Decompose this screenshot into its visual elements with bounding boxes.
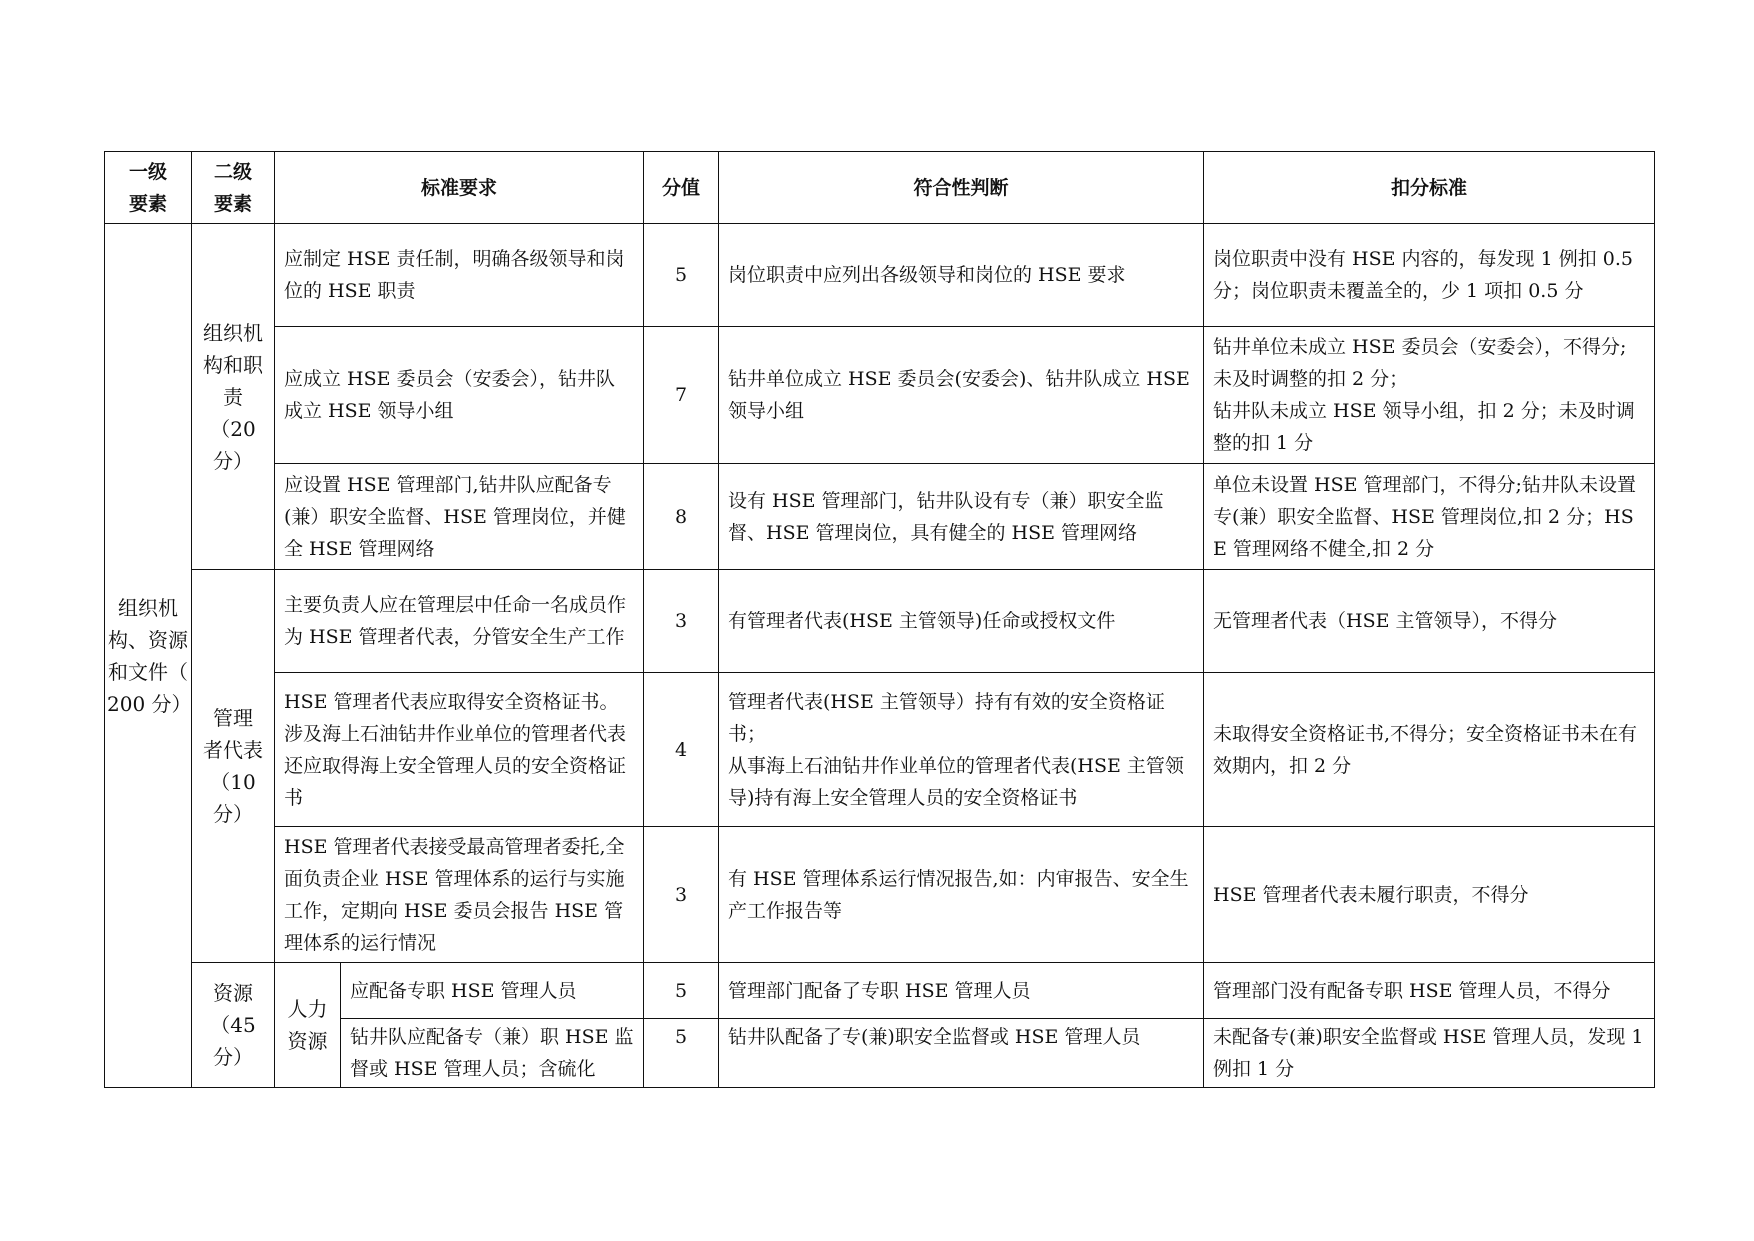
deduction-cell: 未取得安全资格证书,不得分；安全资格证书未在有效期内，扣 2 分 (1204, 673, 1655, 827)
table-row (105, 327, 1655, 464)
requirement-cell: 主要负责人应在管理层中任命一名成员作为 HSE 管理者代表，分管安全生产工作 (275, 570, 644, 673)
requirement-cell: 钻井队应配备专（兼）职 HSE 监督或 HSE 管理人员；含硫化 (341, 1019, 644, 1088)
requirement-cell: 应配备专职 HSE 管理人员 (341, 963, 644, 1019)
header-deduction: 扣分标准 (1204, 152, 1655, 224)
header-judgement: 符合性判断 (719, 152, 1204, 224)
judgement-cell: 设有 HSE 管理部门，钻井队设有专（兼）职安全监督、HSE 管理岗位，具有健全的 HSE 管理网络 (719, 464, 1204, 570)
header-requirement: 标准要求 (275, 152, 644, 224)
deduction-cell: 岗位职责中没有 HSE 内容的，每发现 1 例扣 0.5 分；岗位职责未覆盖全的，少 1 项扣 0.5 分 (1204, 224, 1655, 327)
level1-cell: 组织机构、资源和文件（ 200 分） (105, 224, 192, 1088)
table-row (105, 224, 1655, 327)
deduction-cell: 无管理者代表（HSE 主管领导），不得分 (1204, 570, 1655, 673)
score-cell: 5 (644, 963, 719, 1019)
deduction-cell: HSE 管理者代表未履行职责，不得分 (1204, 827, 1655, 963)
deduction-cell: 钻井单位未成立 HSE 委员会（安委会），不得分;未及时调整的扣 2 分； 钻井队未成立 HSE 领导小组，扣 2 分；未及时调整的扣 1 分 (1204, 327, 1655, 464)
judgement-cell: 有管理者代表(HSE 主管领导)任命或授权文件 (719, 570, 1204, 673)
score-cell: 8 (644, 464, 719, 570)
score-cell: 7 (644, 327, 719, 464)
score-cell: 5 (644, 1019, 719, 1088)
subgroup-human-resources: 人力 资源 (275, 963, 341, 1088)
header-row (105, 152, 1655, 224)
requirement-cell: 应制定 HSE 责任制，明确各级领导和岗位的 HSE 职责 (275, 224, 644, 327)
table-row (105, 464, 1655, 570)
hse-standards-table (104, 151, 1655, 1088)
deduction-cell: 未配备专(兼)职安全监督或 HSE 管理人员，发现 1 例扣 1 分 (1204, 1019, 1655, 1088)
requirement-cell: HSE 管理者代表接受最高管理者委托,全面负责企业 HSE 管理体系的运行与实施工作，定期向 HSE 委员会报告 HSE 管理体系的运行情况 (275, 827, 644, 963)
judgement-cell: 管理部门配备了专职 HSE 管理人员 (719, 963, 1204, 1019)
table-row (105, 673, 1655, 827)
table-row (105, 963, 1655, 1019)
judgement-cell: 岗位职责中应列出各级领导和岗位的 HSE 要求 (719, 224, 1204, 327)
judgement-cell: 钻井单位成立 HSE 委员会(安委会)、钻井队成立 HSE 领导小组 (719, 327, 1204, 464)
table-row (105, 827, 1655, 963)
score-cell: 5 (644, 224, 719, 327)
header-score: 分值 (644, 152, 719, 224)
score-cell: 4 (644, 673, 719, 827)
judgement-cell: 管理者代表(HSE 主管领导）持有有效的安全资格证书； 从事海上石油钻井作业单位的管理者代表(HSE 主管领导)持有海上安全管理人员的安全资格证书 (719, 673, 1204, 827)
header-level1: 一级 要素 (105, 152, 192, 224)
requirement-cell: HSE 管理者代表应取得安全资格证书。涉及海上石油钻井作业单位的管理者代表还应取得海上安全管理人员的安全资格证书 (275, 673, 644, 827)
group-management-rep: 管理 者代表 （10 分） (192, 570, 275, 963)
deduction-cell: 单位未设置 HSE 管理部门，不得分;钻井队未设置专(兼）职安全监督、HSE 管理岗位,扣 2 分；HSE 管理网络不健全,扣 2 分 (1204, 464, 1655, 570)
judgement-cell: 钻井队配备了专(兼)职安全监督或 HSE 管理人员 (719, 1019, 1204, 1088)
score-cell: 3 (644, 827, 719, 963)
score-cell: 3 (644, 570, 719, 673)
header-level2: 二级 要素 (192, 152, 275, 224)
group-org-structure: 组织机 构和职 责 （20 分） (192, 224, 275, 570)
deduction-cell: 管理部门没有配备专职 HSE 管理人员，不得分 (1204, 963, 1655, 1019)
requirement-cell: 应成立 HSE 委员会（安委会），钻井队成立 HSE 领导小组 (275, 327, 644, 464)
requirement-cell: 应设置 HSE 管理部门,钻井队应配备专(兼）职安全监督、HSE 管理岗位，并健全 HSE 管理网络 (275, 464, 644, 570)
table-row (105, 570, 1655, 673)
judgement-cell: 有 HSE 管理体系运行情况报告,如：内审报告、安全生产工作报告等 (719, 827, 1204, 963)
group-resources: 资源 （45 分） (192, 963, 275, 1088)
